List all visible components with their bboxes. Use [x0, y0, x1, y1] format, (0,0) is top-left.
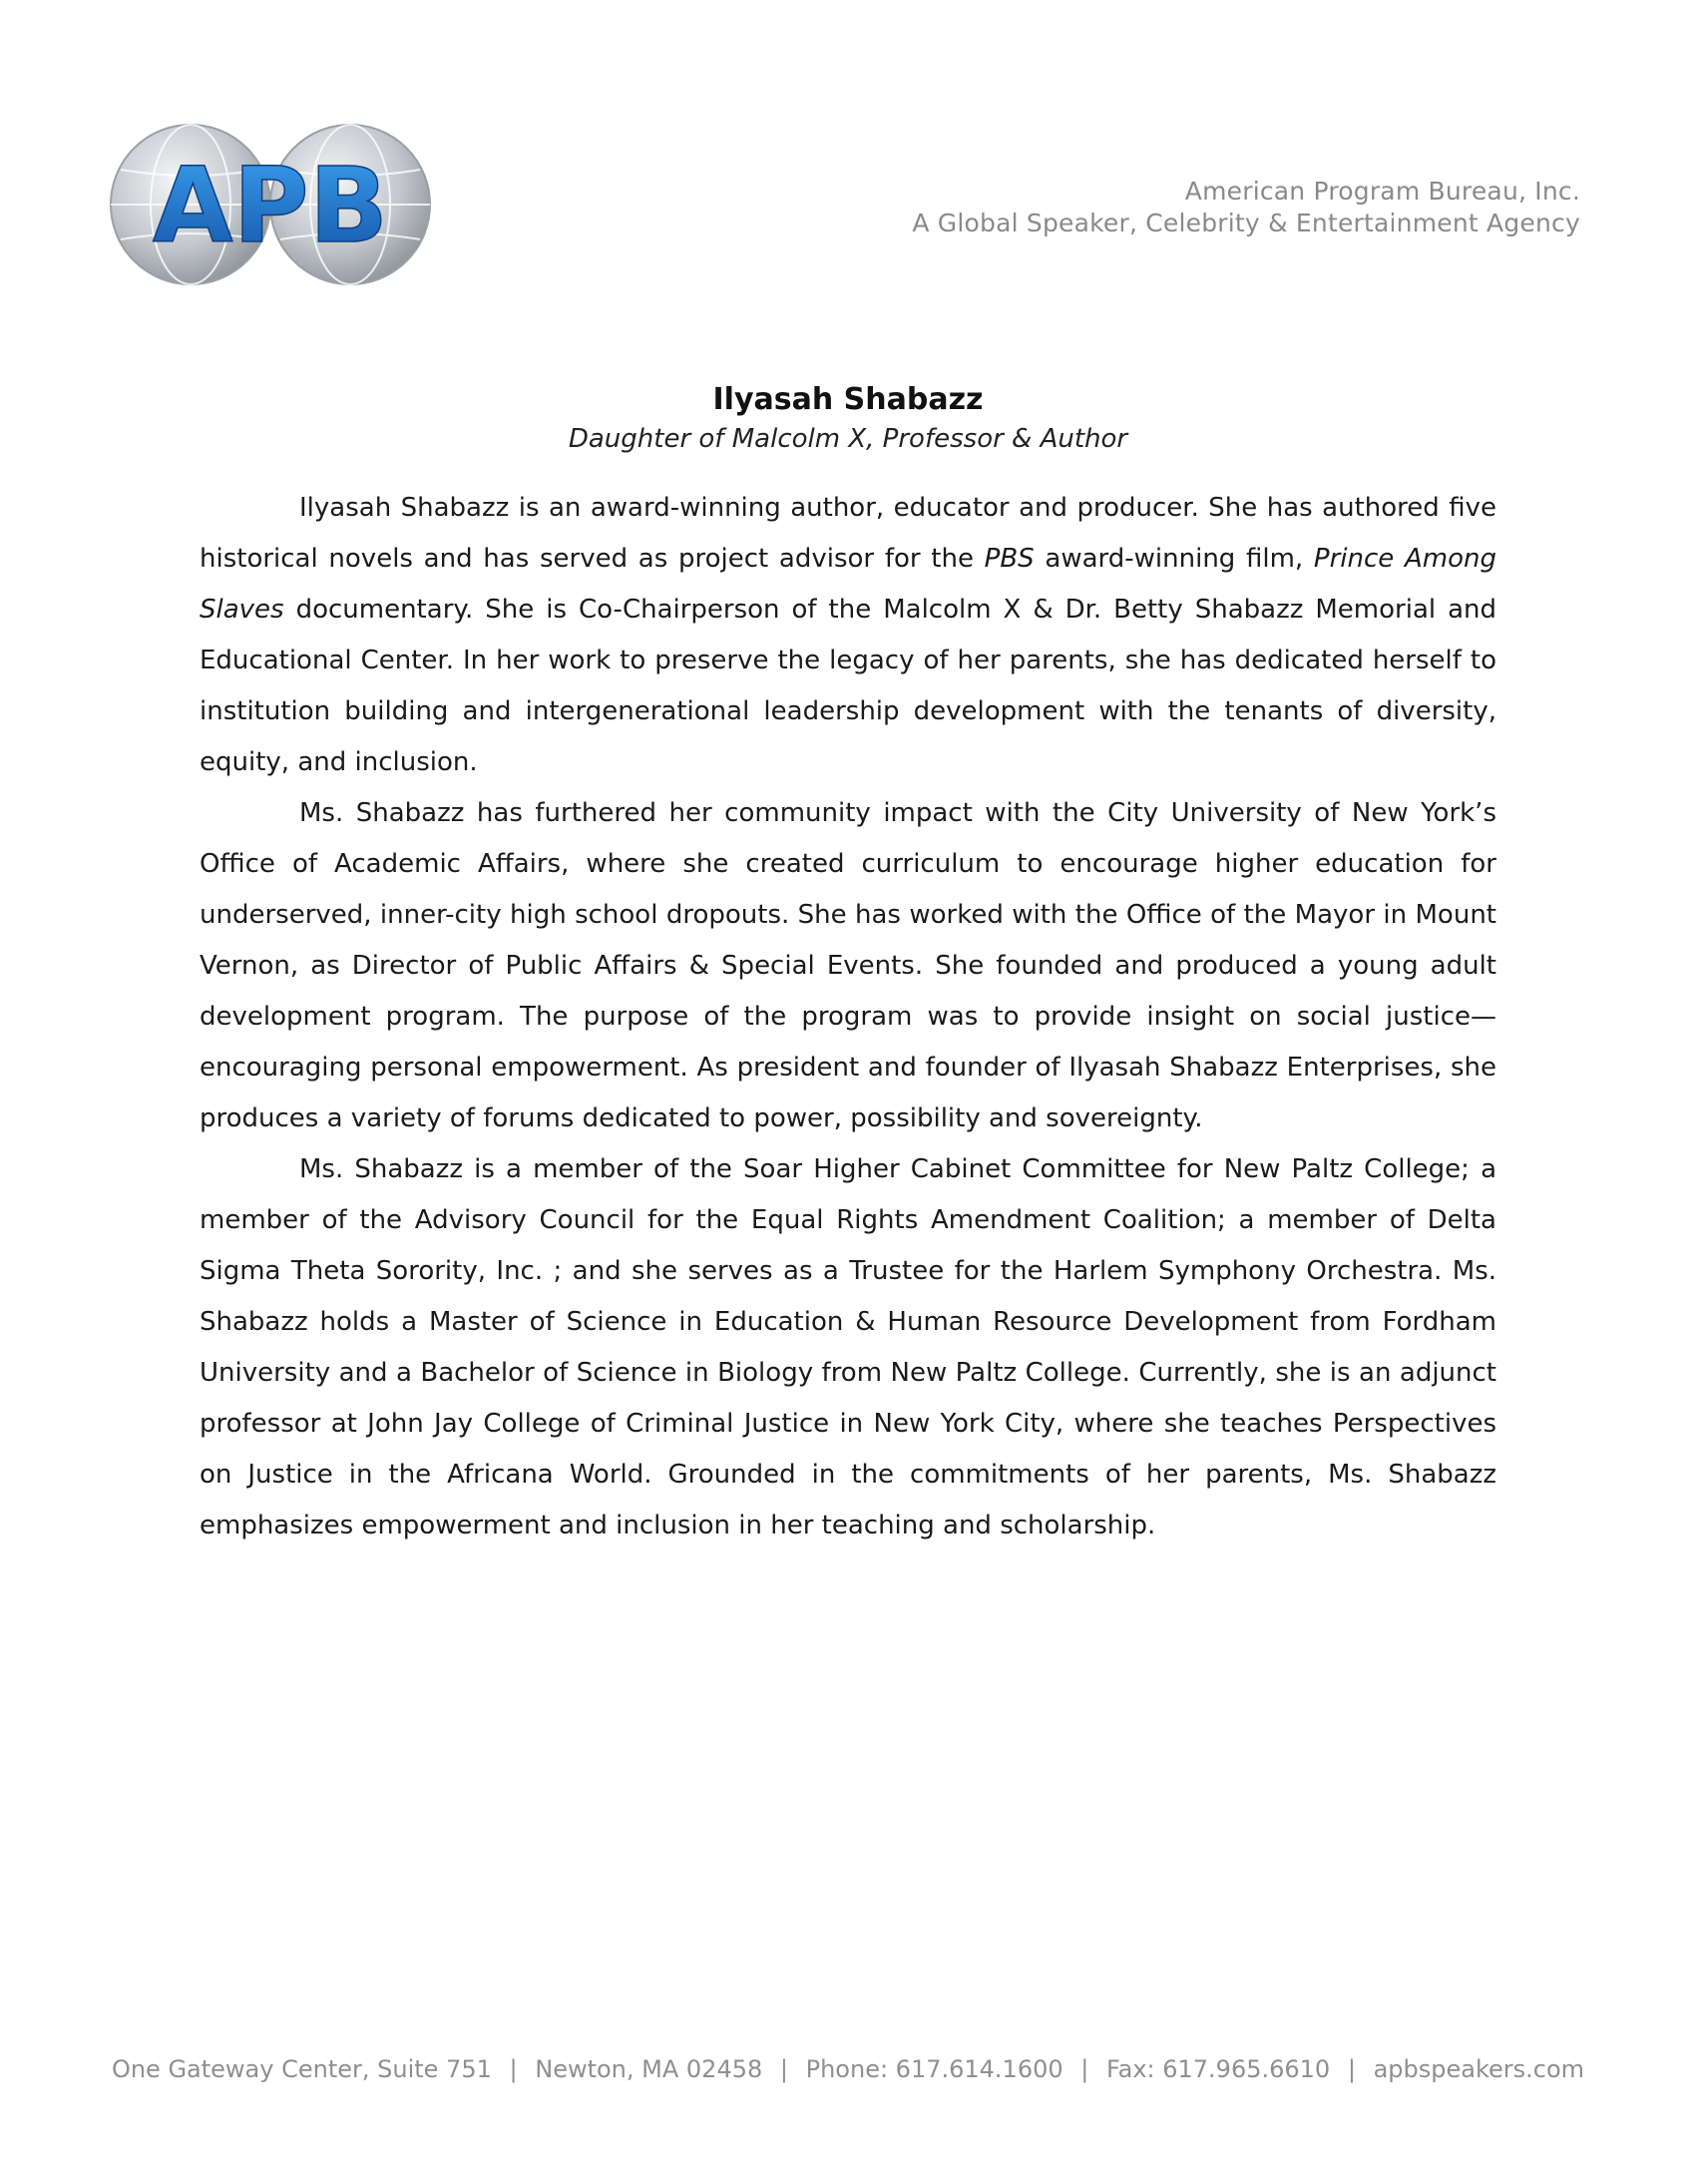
speaker-name: Ilyasah Shabazz — [712, 382, 984, 417]
film-title: Prince Among Slaves — [200, 544, 1496, 625]
footer — [0, 2055, 1696, 2083]
footer-separator: | — [1080, 2055, 1089, 2083]
footer-separator: | — [509, 2055, 518, 2083]
biography — [200, 483, 1496, 1551]
agency-header — [912, 176, 1580, 239]
speaker-subtitle: Daughter of Malcolm X, Professor & Author — [568, 424, 1128, 454]
agency-name: American Program Bureau, Inc. — [1184, 177, 1580, 206]
footer-address: One Gateway Center, Suite 751 — [111, 2055, 492, 2083]
pbs-text: PBS — [984, 544, 1035, 574]
bio-text: documentary. She is Co-Chairperson of the Malcolm X & Dr. Betty Shabazz Memorial and Educational Center. In her work to preserve the legacy of her parents, she has dedicated herself to institution building and intergenerational leadership development with the tenants of diversity, equity, and inclusion. — [200, 595, 1496, 777]
bio-paragraph-3: Ms. Shabazz is a member of the Soar Higher Cabinet Committee for New Paltz College; a member of the Advisory Council for the Equal Rights Amendment Coalition; a member of Delta Sigma Theta Sorority, Inc. ; and she serves as a Trustee for the Harlem Symphony Orchestra. Ms. Shabazz holds a Master of Science in Education & Human Resource Development from Fordham University and a Bachelor of Science in Biology from New Paltz College. Currently, she is an adjunct professor at John Jay College of Criminal Justice in New York City, where she teaches Perspectives on Justice in the Africana World. Grounded in the commitments of her parents, Ms. Shabazz emphasizes empowerment and inclusion in her teaching and scholarship. — [200, 1154, 1496, 1540]
apb-logo — [106, 120, 435, 289]
bio-text: Ilyasah Shabazz is an award-winning author, educator and producer. She has authored five historical novels and has served as project advisor for the — [200, 493, 1496, 574]
footer-phone: Phone: 617.614.1600 — [805, 2055, 1063, 2083]
footer-separator: | — [779, 2055, 788, 2083]
bio-paragraph-1 — [200, 483, 1496, 788]
title-block — [0, 379, 1696, 457]
logo-text: APB — [153, 145, 388, 266]
footer-separator: | — [1347, 2055, 1356, 2083]
agency-tagline: A Global Speaker, Celebrity & Entertainment Agency — [912, 209, 1580, 237]
footer-city: Newton, MA 02458 — [535, 2055, 763, 2083]
footer-fax: Fax: 617.965.6610 — [1106, 2055, 1331, 2083]
globe-logo-icon — [106, 120, 435, 289]
bio-paragraph-2: Ms. Shabazz has furthered her community impact with the City University of New York’s Office of Academic Affairs, where she created curriculum to encourage higher education for underserved, inner-city high school dropouts. She has worked with the Office of the Mayor in Mount Vernon, as Director of Public Affairs & Special Events. She founded and produced a young adult development program. The purpose of the program was to provide insight on social justice—encouraging personal empowerment. As president and founder of Ilyasah Shabazz Enterprises, she produces a variety of forums dedicated to power, possibility and sovereignty. — [200, 798, 1496, 1133]
bio-text: award-winning film, — [1034, 544, 1314, 574]
footer-website-link[interactable]: apbspeakers.com — [1373, 2055, 1585, 2083]
